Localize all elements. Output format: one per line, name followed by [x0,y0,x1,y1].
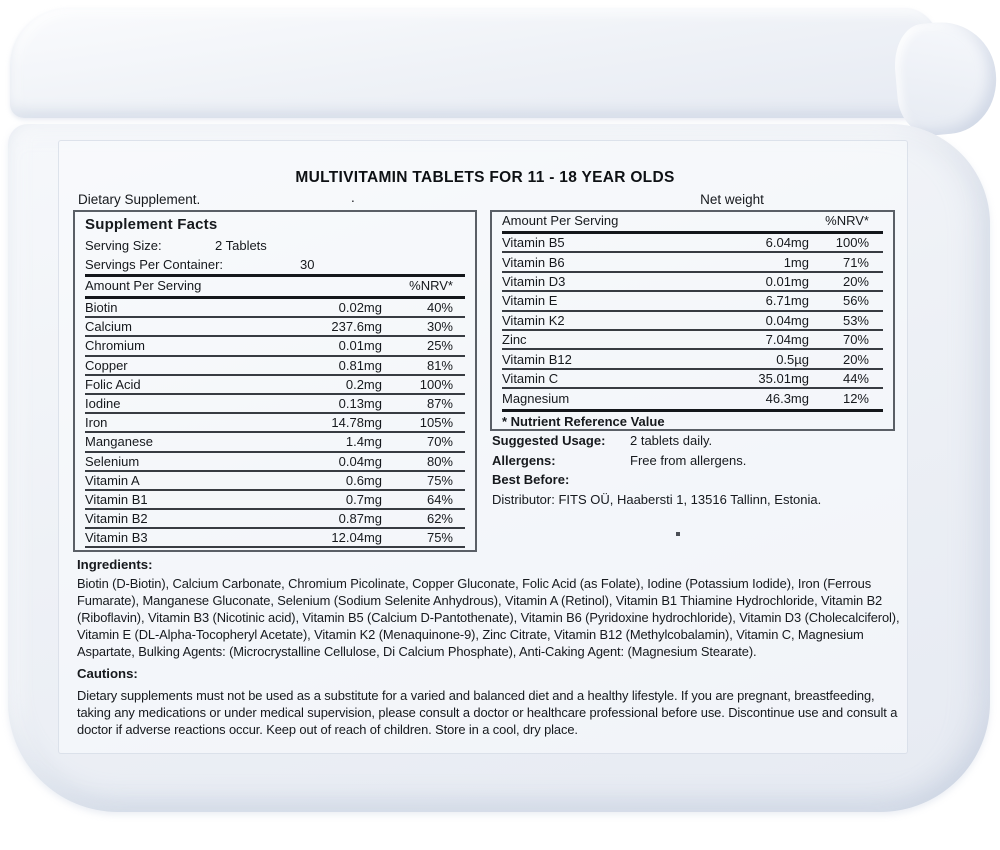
allergens-value: Free from allergens. [630,452,747,468]
print-registration-dot [676,532,680,536]
serving-size-line [85,236,465,255]
nutrient-amount: 237.6mg [331,319,382,335]
nutrient-name: Magnesium [502,391,570,407]
nutrient-rows-right [502,234,883,409]
nutrient-row [502,312,883,331]
nutrient-amount: 0.02mg [338,300,382,316]
cautions-heading: Cautions: [77,666,138,681]
nutrient-nrv: 40% [426,300,453,316]
nutrient-name: Biotin [85,300,118,316]
cautions-text: Dietary supplements must not be used as a substitute for a varied and balanced diet and a healthy lifestyle. If you are pregnant, breastfeeding, taking any medications or under medical supervision, please consult a doctor or healthcare professional before use. Discontinue use and consult a doctor if adverse reactions occur. Keep out of reach of children. Store in a cool, dry place. [77,688,898,737]
nutrient-name: Vitamin B2 [85,511,148,527]
nutrient-nrv: 70% [842,332,869,348]
nutrient-name: Vitamin C [502,370,559,386]
serving-size-value: 2 Tablets [215,238,267,253]
nutrient-amount: 1mg [783,254,809,270]
nutrient-row [85,299,465,318]
net-weight-label: Net weight [700,192,764,207]
nutrient-nrv: 71% [842,254,869,270]
nutrient-amount: 1.4mg [345,434,382,450]
best-before-line [492,470,904,490]
nutrient-nrv: 70% [426,434,453,450]
nutrient-row [502,234,883,253]
column-header-row [502,212,883,231]
best-before-label: Best Before: [492,472,570,488]
distributor-text: Distributor: FITS OÜ, Haabersti 1, 13516 Tallinn, Estonia. [492,491,822,507]
nutrient-nrv: 75% [426,472,453,488]
nutrient-name: Vitamin D3 [502,273,566,289]
nutrient-name: Vitamin E [502,293,558,309]
nutrient-amount: 6.71mg [765,293,809,309]
nutrient-amount: 0.87mg [338,511,382,527]
servings-per-container-label: Servings Per Container: [85,257,224,272]
ingredients-heading: Ingredients: [77,557,153,572]
nutrient-row [85,337,465,356]
nutrient-row [85,453,465,472]
nutrient-amount: 0.5µg [776,351,809,367]
nutrient-amount: 46.3mg [765,391,809,407]
nutrient-name: Iodine [85,396,121,412]
nutrient-name: Copper [85,357,128,373]
nutrient-amount: 14.78mg [331,415,382,431]
suggested-usage-line [492,431,904,451]
nutrient-amount: 0.13mg [338,396,382,412]
nutrient-nrv: 20% [842,351,869,367]
nutrient-row [85,395,465,414]
nutrient-nrv: 25% [426,338,453,354]
nutrient-row [502,370,883,389]
pack-lid [10,8,938,118]
pack-lid-tab [891,18,1000,138]
nutrient-row [502,292,883,311]
nutrient-amount: 0.7mg [345,491,382,507]
nutrient-nrv: 64% [426,491,453,507]
nutrient-amount: 35.01mg [758,370,809,386]
supplement-facts-heading: Supplement Facts [85,216,218,233]
nutrient-name: Manganese [85,434,153,450]
nutrient-name: Vitamin B5 [502,235,565,251]
nutrient-name: Vitamin B1 [85,491,148,507]
servings-per-container-value: 30 [300,257,315,272]
nutrient-nrv: 30% [426,319,453,335]
nutrient-nrv: 62% [426,511,453,527]
nutrient-nrv: 105% [419,415,453,431]
nutrient-row [502,350,883,369]
nutrient-name: Vitamin A [85,472,140,488]
suggested-usage-value: 2 tablets daily. [630,433,713,448]
nutrient-nrv: 100% [835,235,869,251]
nutrient-name: Chromium [85,338,145,354]
nutrient-name: Iron [85,415,108,431]
nutrient-nrv: 100% [419,376,453,392]
serving-size-label: Serving Size: [85,238,162,253]
nutrient-row [85,414,465,433]
nutrient-row [85,510,465,529]
nutrient-name: Vitamin B6 [502,254,565,270]
nutrient-nrv: 20% [842,273,869,289]
nutrient-amount: 6.04mg [765,235,809,251]
product-title: MULTIVITAMIN TABLETS FOR 11 - 18 YEAR OLDS [295,169,675,186]
nutrient-name: Calcium [85,319,132,335]
nrv-header: %NRV* [825,213,869,228]
nutrient-name: Vitamin K2 [502,312,565,328]
allergens-label: Allergens: [492,452,556,468]
nrv-header: %NRV* [409,278,453,293]
nutrient-nrv: 87% [426,396,453,412]
ingredients-text: Biotin (D-Biotin), Calcium Carbonate, Chromium Picolinate, Copper Gluconate, Folic Acid (as Folate), Iodine (Potassium Iodide), Iron (Ferrous Fumarate), Manganese Gluconate, Selenium (Sodium Selenite Anhydrous), Vitamin A (Retinol), Vitamin B1 Thiamine Hydrochloride, Vitamin B2 (Riboflavin), Vitamin B3 (Nicotinic acid), Vitamin B5 (Calcium D-Pantothenate), Vitamin B6 (Pyridoxine hydrochloride), Vitamin D3 (Cholecalciferol), Vitamin E (DL-Alpha-Tocopheryl Acetate), Vitamin K2 (Menaquinone-9), Zinc Citrate, Vitamin B12 (Methylcobalamin), Vitamin C, Magnesium Aspartate, Bulking Agents: (Microcrystalline Cellulose, Di Calcium Phosphate), Anti-Caking Agent: (Magnesium Stearate). [77,576,900,659]
column-header-row [85,277,465,296]
nutrient-amount: 12.04mg [331,530,382,546]
nutrient-row [502,389,883,408]
nutrient-nrv: 80% [426,453,453,469]
nutrient-amount: 0.01mg [765,273,809,289]
nutrient-row [85,433,465,452]
nutrient-nrv: 12% [842,391,869,407]
nutrient-row [85,472,465,491]
nutrient-amount: 7.04mg [765,332,809,348]
nutrient-nrv: 56% [842,293,869,309]
nutrient-amount: 0.81mg [338,357,382,373]
amount-per-serving-header: Amount Per Serving [502,213,619,228]
center-print-mark: . [351,190,355,205]
nutrient-name: Folic Acid [85,376,141,392]
supplement-facts-table-right [490,210,895,431]
nutrient-row [85,376,465,395]
nutrient-row [85,357,465,376]
nutrient-row [85,491,465,510]
allergens-line [492,451,904,471]
nrv-footnote: * Nutrient Reference Value [502,413,665,429]
nutrient-name: Vitamin B3 [85,530,148,546]
amount-per-serving-header: Amount Per Serving [85,278,202,293]
nutrient-row [85,529,465,548]
supplement-facts-table-left [73,210,477,552]
servings-per-container-line [85,255,465,274]
nutrient-rows-left [85,299,465,548]
nutrient-amount: 0.04mg [338,453,382,469]
nutrient-nrv: 44% [842,370,869,386]
nutrient-row [502,331,883,350]
nutrient-row [85,318,465,337]
nutrient-amount: 0.04mg [765,312,809,328]
nutrient-nrv: 53% [842,312,869,328]
nutrient-nrv: 81% [426,357,453,373]
nutrient-name: Zinc [502,332,527,348]
supplement-type-text: Dietary Supplement. [78,192,201,207]
usage-block [492,431,904,509]
nutrient-name: Vitamin B12 [502,351,572,367]
suggested-usage-label: Suggested Usage: [492,433,606,448]
nutrient-amount: 0.2mg [345,376,382,392]
nutrient-name: Selenium [85,453,140,469]
nutrient-row [502,273,883,292]
nutrient-row [502,253,883,272]
nutrient-nrv: 75% [426,530,453,546]
nutrient-amount: 0.01mg [338,338,382,354]
nutrient-amount: 0.6mg [345,472,382,488]
